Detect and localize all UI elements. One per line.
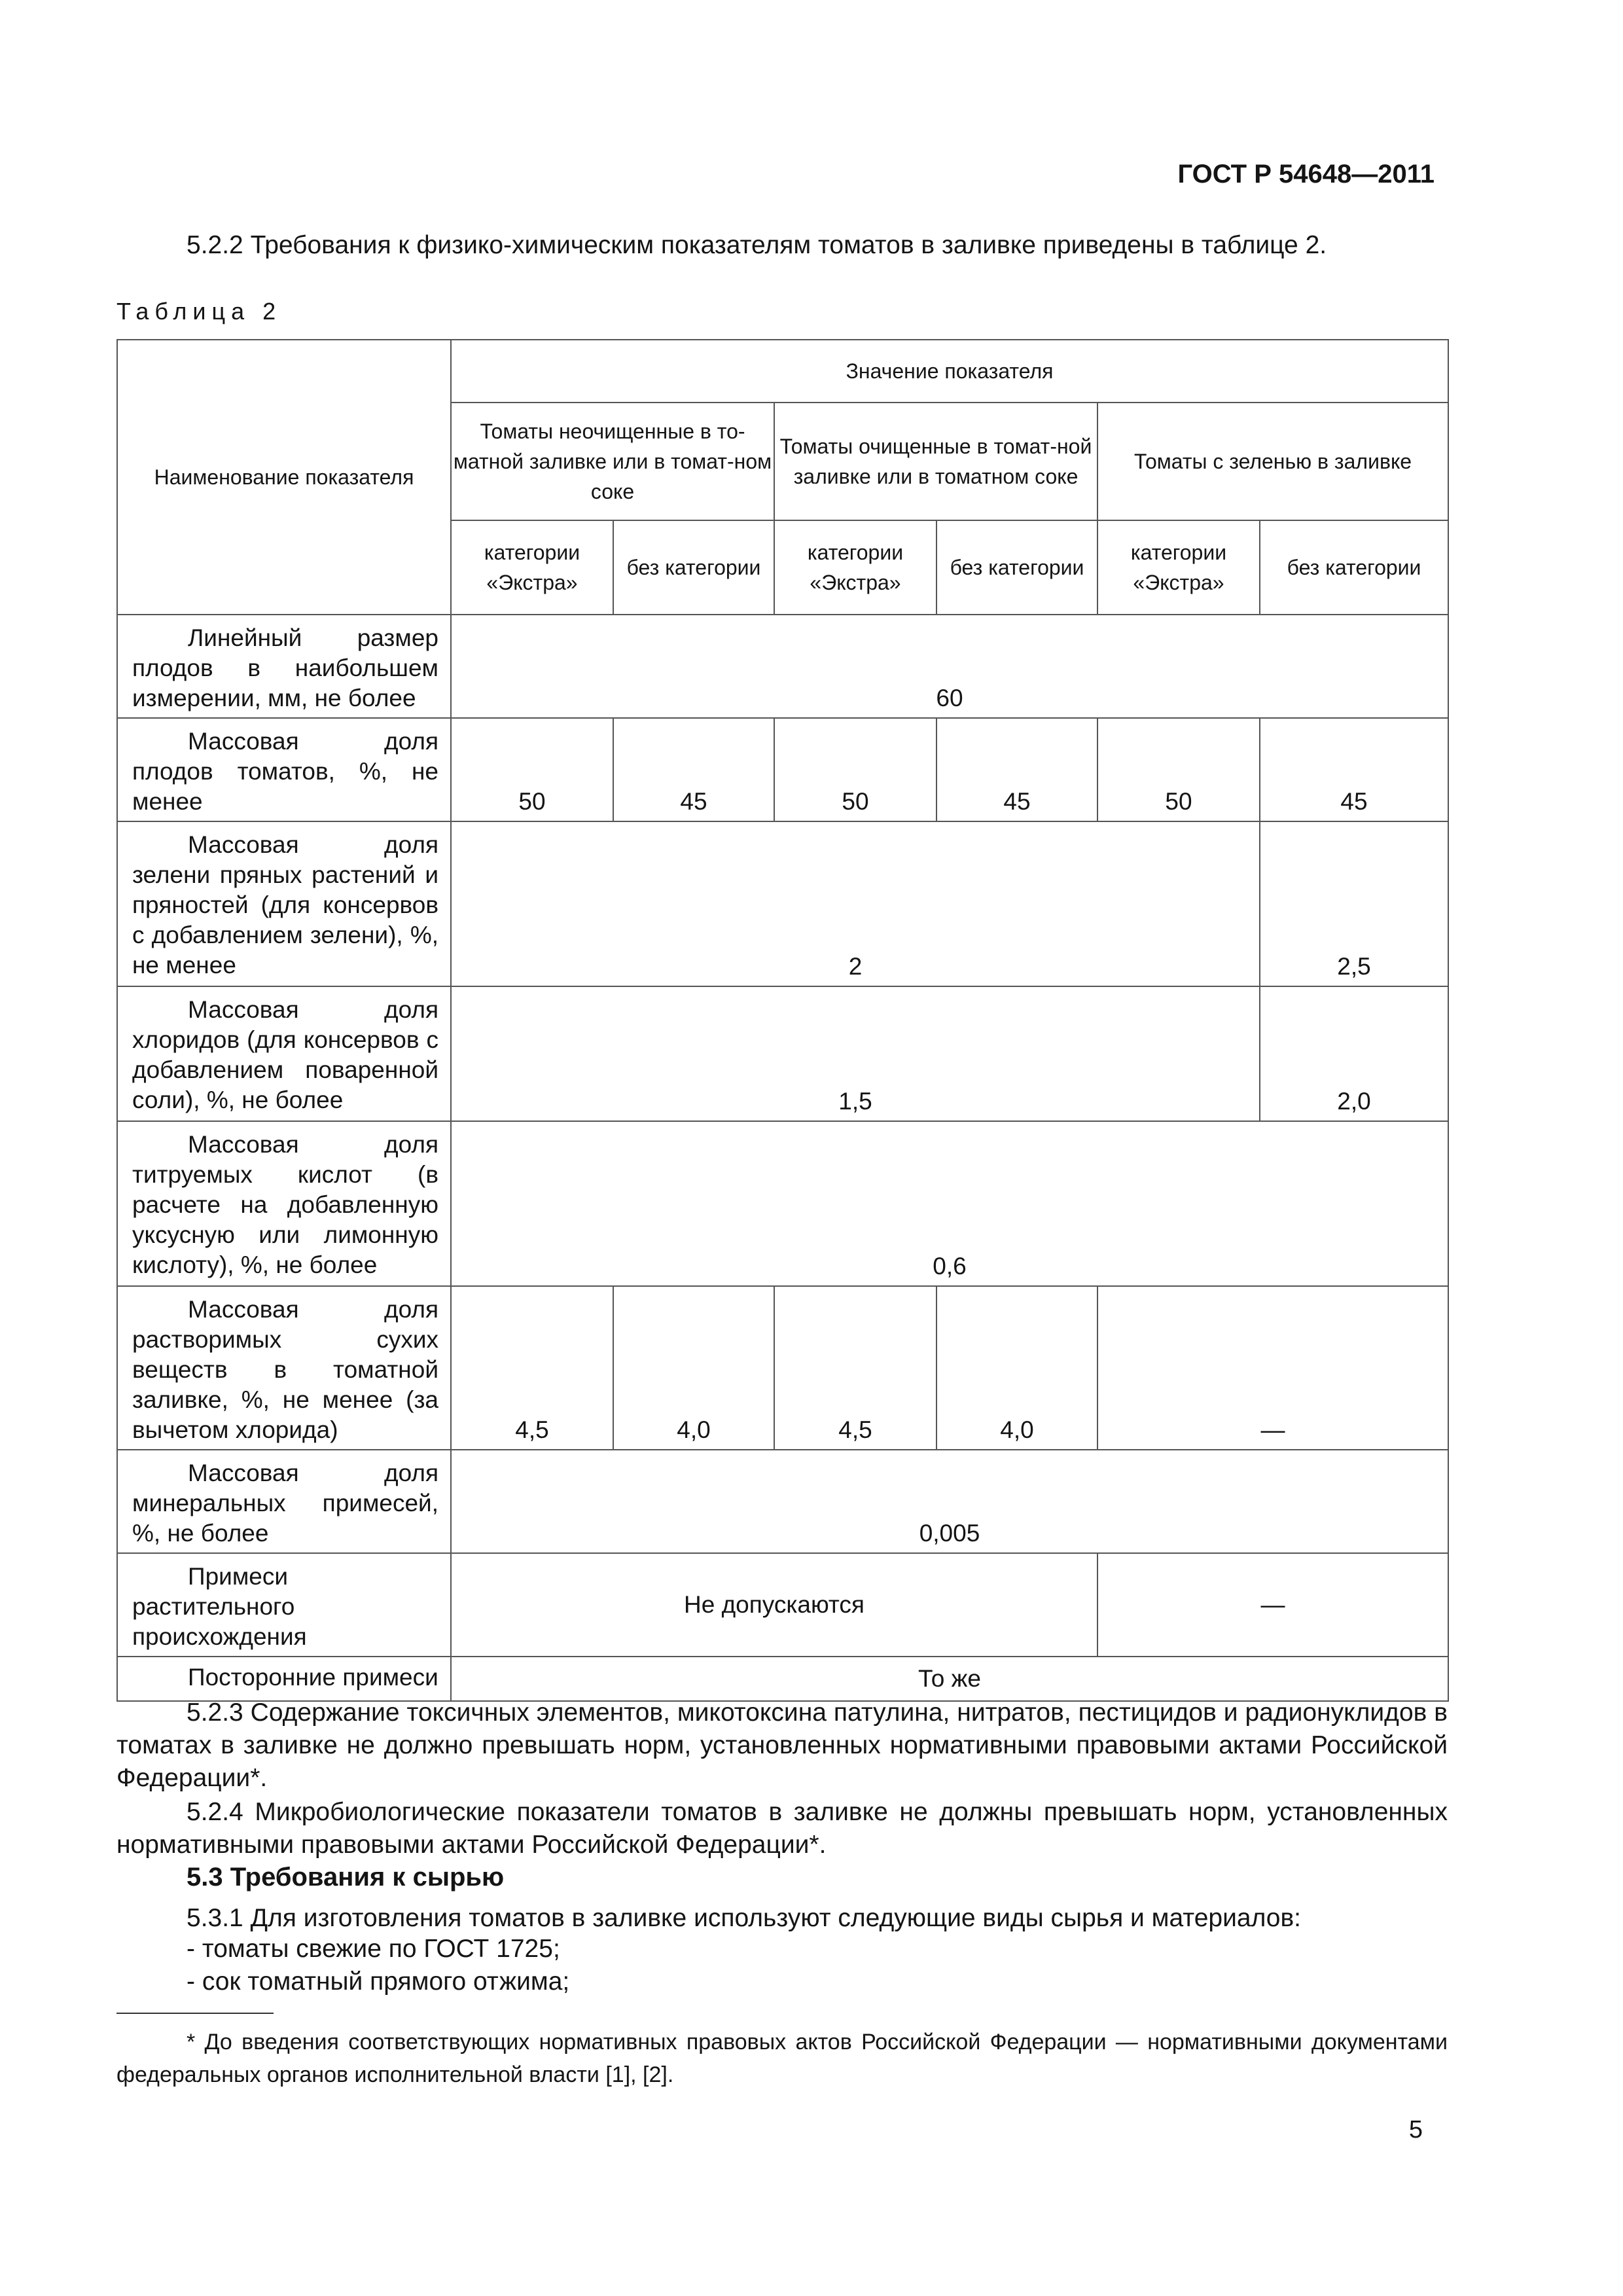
subheader-extra: категории «Экстра» [451, 520, 613, 615]
table-row [117, 1657, 1448, 1701]
footnote: * До введения соответствующих нормативных правовых актов Российской Федерации — нормативными документами федеральных органов исполнительной власти [1], [2]. [116, 2030, 1448, 2087]
row-name: Массовая доля хлоридов (для консервов с добавлением поваренной соли), %, не более [117, 986, 451, 1121]
subheader-no-category: без категории [1260, 520, 1448, 615]
row-value: 4,5 [451, 1286, 613, 1450]
table-row [117, 1553, 1448, 1657]
row-value: 0,6 [451, 1121, 1448, 1286]
row-value: 50 [1097, 718, 1260, 821]
table-row [117, 615, 1448, 718]
row-value: 45 [613, 718, 774, 821]
row-value: 4,0 [936, 1286, 1097, 1450]
table-2 [116, 339, 1449, 1702]
subheader-no-category: без категории [936, 520, 1097, 615]
row-value: 60 [451, 615, 1448, 718]
row-name: Примеси растительного происхождения [117, 1553, 451, 1657]
table-row [117, 718, 1448, 821]
row-name: Посторонние примеси [117, 1657, 451, 1701]
document-code: ГОСТ Р 54648—2011 [1177, 160, 1435, 188]
paragraph-5-2-4: 5.2.4 Микробиологические показатели томатов в заливке не должны превышать норм, установленных нормативными правовыми актами Российской Федерации*. [116, 1798, 1448, 1859]
subheader-extra: категории «Экстра» [774, 520, 936, 615]
paragraph-5-2-2: 5.2.2 Требования к физико-химическим показателям томатов в заливке приведены в таблице 2. [187, 231, 1327, 259]
table-caption: Таблица 2 [116, 298, 282, 325]
row-name: Массовая доля растворимых сухих веществ в томатной заливке, %, не менее (за вычетом хлорида) [117, 1286, 451, 1450]
section-heading-5-3: 5.3 Требования к сырью [187, 1863, 505, 1892]
row-name: Массовая доля плодов томатов, %, не менее [117, 718, 451, 821]
list-item: - сок томатный прямого отжима; [187, 1967, 570, 1996]
row-value: 0,005 [451, 1450, 1448, 1553]
group-header-peeled: Томаты очищенные в томат-ной заливке или в томатном соке [774, 403, 1097, 520]
row-value: 2,0 [1260, 986, 1448, 1121]
row-value: То же [451, 1657, 1448, 1701]
footnote-divider [116, 2013, 274, 2014]
row-value: 4,5 [774, 1286, 936, 1450]
group-header-unpeeled: Томаты неочищенные в то-матной заливке или в томат-ном соке [451, 403, 774, 520]
col-name-header: Наименование показателя [117, 340, 451, 615]
row-value: 45 [1260, 718, 1448, 821]
row-name: Массовая доля минеральных примесей, %, не более [117, 1450, 451, 1553]
row-value: 50 [451, 718, 613, 821]
table-row [117, 1121, 1448, 1286]
row-value: — [1097, 1286, 1448, 1450]
subheader-no-category: без категории [613, 520, 774, 615]
row-value: 45 [936, 718, 1097, 821]
paragraph-5-3-1: 5.3.1 Для изготовления томатов в заливке используют следующие виды сырья и материалов: [187, 1904, 1302, 1932]
row-value: 4,0 [613, 1286, 774, 1450]
table-row [117, 986, 1448, 1121]
table-row [117, 821, 1448, 986]
table-row [117, 1450, 1448, 1553]
row-name: Массовая доля титруемых кислот (в расчете на добавленную уксусную или лимонную кислоту), %, не более [117, 1121, 451, 1286]
paragraph-5-2-3: 5.2.3 Содержание токсичных элементов, микотоксина патулина, нитратов, пестицидов и радионуклидов в томатах в заливке не должно превышать норм, установленных нормативными правовыми актами Российской Федерации*. [116, 1698, 1448, 1792]
group-header-with-greens: Томаты с зеленью в заливке [1097, 403, 1448, 520]
list-item: - томаты свежие по ГОСТ 1725; [187, 1935, 560, 1963]
row-value: — [1097, 1553, 1448, 1657]
row-value: 50 [774, 718, 936, 821]
row-value: 2 [451, 821, 1260, 986]
row-value: 2,5 [1260, 821, 1448, 986]
page-number: 5 [1408, 2116, 1423, 2144]
row-name: Линейный размер плодов в наибольшем измерении, мм, не более [117, 615, 451, 718]
subheader-extra: категории «Экстра» [1097, 520, 1260, 615]
table-row [117, 1286, 1448, 1450]
row-value: Не допускаются [451, 1553, 1097, 1657]
row-name: Массовая доля зелени пряных растений и пряностей (для консервов с добавлением зелени), %, не менее [117, 821, 451, 986]
value-header: Значение показателя [451, 340, 1448, 403]
row-value: 1,5 [451, 986, 1260, 1121]
